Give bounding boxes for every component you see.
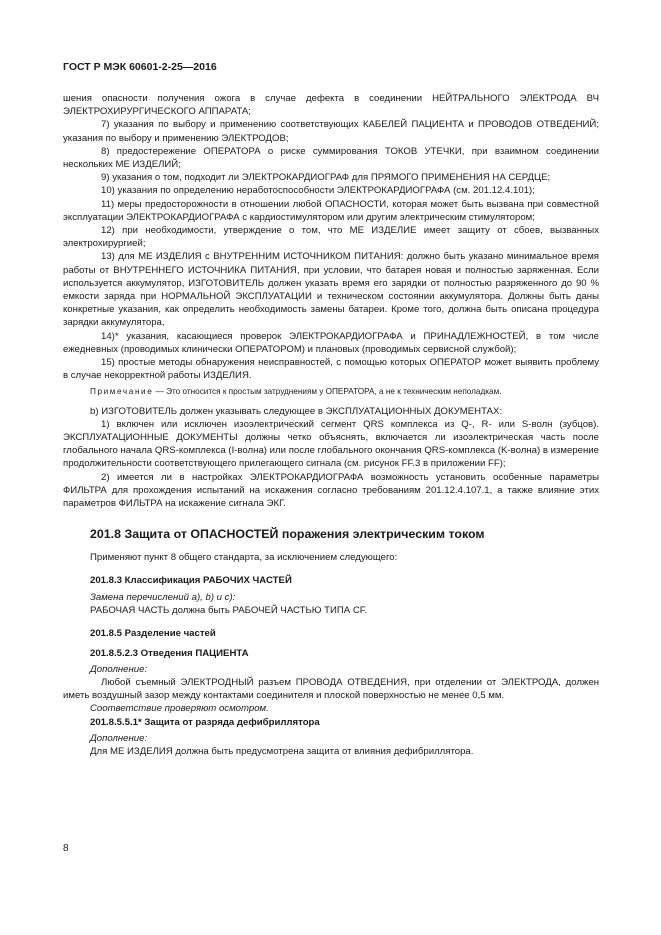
list-item: 9) указания о том, подходит ли ЭЛЕКТРОКАРДИОГРАФ для ПРЯМОГО ПРИМЕНЕНИЯ НА СЕРДЦЕ; <box>101 172 551 184</box>
list-item: 1) включен или исключен изоэлектрический сегмент QRS комплекса из Q-, R- или S-волн (зубцов). ЭКСПЛУАТАЦИОННЫЕ ДОКУМЕНТЫ должны четко объяснять, включается ли изоэлектрическая часть после глобального начала QRS-комплекса (I-волна) или после глобального окончания QRS-комплекса (K-волна) в измерение продолжительности соответствующего прилегающего сигнала (см. рисунок FF.3 в приложении FF); <box>63 418 599 470</box>
paragraph: шения опасности получения ожога в случае дефекта в соединении НЕЙТРАЛЬНОГО ЭЛЕКТРОДА ВЧ ЭЛЕКТРОХИРУРГИЧЕСКОГО АППАРАТА; <box>63 93 599 118</box>
note <box>90 385 599 398</box>
list-item: 10) указания по определению неработоспособности ЭЛЕКТРОКАРДИОГРАФА (см. 201.12.4.101); <box>101 185 535 197</box>
note-label: Примечание <box>90 387 154 397</box>
section-heading-201-8-5-2-3: 201.8.5.2.3 Отведения ПАЦИЕНТА <box>90 647 249 659</box>
list-item: 15) простые методы обнаружения неисправностей, с помощью которых ОПЕРАТОР может выявить проблему в случае некорректной работы ИЗДЕЛИЯ. <box>63 357 599 382</box>
replace-note: Замена перечислений a), b) и c): <box>90 591 236 603</box>
list-item: 12) при необходимости, утверждение о том, что МЕ ИЗДЕЛИЕ имеет защиту от сбоев, вызванных электрохирургией; <box>63 225 599 250</box>
section-heading-201-8-5: 201.8.5 Разделение частей <box>90 628 216 640</box>
list-item: 13) для МЕ ИЗДЕЛИЯ с ВНУТРЕННИМ ИСТОЧНИКОМ ПИТАНИЯ: должно быть указано минимальное время работы от ВНУТРЕННЕГО ИСТОЧНИКА ПИТАНИЯ, при условии, что батарея новая и полностью заряженная. Если используется аккумулятор, ИЗГОТОВИТЕЛЬ должен указать время его зарядки от полностью разряженного до 90 % емкости заряда при НОРМАЛЬНОЙ ЭКСПЛУАТАЦИИ и техническом состоянии аккумулятора. Должны быть даны конкретные указания, как определить необходимость замены батареи. Кроме того, должна быть описана процедура зарядки аккумулятора, <box>63 251 599 329</box>
list-item: 2) имеется ли в настройках ЭЛЕКТРОКАРДИОГРАФА возможность установить особенные параметры ФИЛЬТРА для прохождения испытаний на искажения согласно требованиям 201.12.4.107.1, а также влияние этих параметров ФИЛЬТРА на искажение сигнала ЭКГ. <box>63 471 599 510</box>
section-heading-201-8: 201.8 Защита от ОПАСНОСТЕЙ поражения электрическим током <box>90 527 485 542</box>
note-text: — Это относится к простым затруднениям у ОПЕРАТОРА, а не к техническим неполадкам. <box>153 387 502 397</box>
list-item: 14)* указания, касающиеся проверок ЭЛЕКТРОКАРДИОГРАФА и ПРИНАДЛЕЖНОСТЕЙ, в том числе ежедневных (проводимых клинически ОПЕРАТОРОМ) и плановых (проводимых сервисной службой); <box>63 330 599 355</box>
list-item: 8) предостережение ОПЕРАТОРА о риске суммирования ТОКОВ УТЕЧКИ, при взаимном соединении нескольких МЕ ИЗДЕЛИЙ; <box>63 145 599 171</box>
document-header: ГОСТ Р МЭК 60601-2-25—2016 <box>63 61 217 73</box>
page-content <box>63 92 599 758</box>
section-text: Применяют пункт 8 общего стандарта, за исключением следующего: <box>90 551 398 563</box>
list-intro: b) ИЗГОТОВИТЕЛЬ должен указывать следующее в ЭКСПЛУАТАЦИОННЫХ ДОКУМЕНТАХ: <box>90 405 503 417</box>
section-heading-201-8-5-5-1: 201.8.5.5.1* Защита от разряда дефибриллятора <box>90 716 320 728</box>
section-text: Любой съемный ЭЛЕКТРОДНЫЙ разъем ПРОВОДА ОТВЕДЕНИЯ, при отделении от ЭЛЕКТРОДА, должен иметь воздушный зазор между контактами соединителя и плоской поверхностью не менее 0,5 мм. <box>63 676 599 702</box>
list-item: 11) меры предосторожности в отношении любой ОПАСНОСТИ, которая может быть вызвана при совместной эксплуатации ЭЛЕКТРОКАРДИОГРАФА с кардиостимулятором или другим электрическим стимулятором; <box>63 198 599 223</box>
section-heading-201-8-3: 201.8.3 Классификация РАБОЧИХ ЧАСТЕЙ <box>90 574 292 586</box>
addition-label: Дополнение: <box>90 732 148 744</box>
section-text: Для МЕ ИЗДЕЛИЯ должна быть предусмотрена защита от влияния дефибриллятора. <box>90 745 474 757</box>
addition-label: Дополнение: <box>90 663 148 675</box>
list-item: 7) указания по выбору и применению соответствующих КАБЕЛЕЙ ПАЦИЕНТА и ПРОВОДОВ ОТВЕДЕНИЙ; указания по выбору и применению ЭЛЕКТРОДОВ; <box>63 119 599 144</box>
section-text: РАБОЧАЯ ЧАСТЬ должна быть РАБОЧЕЙ ЧАСТЬЮ ТИПА CF. <box>90 605 368 617</box>
compliance-check: Соответствие проверяют осмотром. <box>90 703 269 715</box>
page-number: 8 <box>63 843 69 854</box>
